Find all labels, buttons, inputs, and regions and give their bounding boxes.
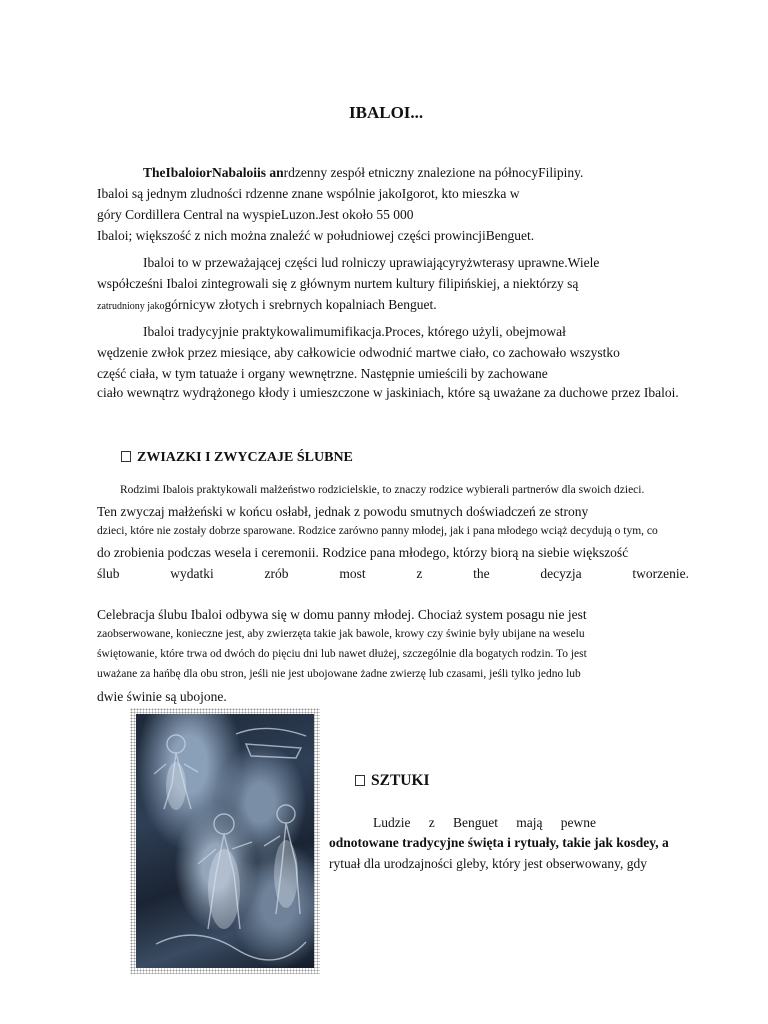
marriage-line-5 (97, 566, 689, 582)
word: wydatki (170, 566, 214, 581)
para3-line-4: ciało wewnątrz wydrążonego kłody i umieszczone w jaskiniach, które są uważane za duchowe przez Ibaloi. (97, 385, 679, 400)
word: tworzenie. (632, 566, 689, 581)
intro-line-4: Ibaloi; większość z nich można znaleźć w południowej części prowincjiBenguet. (97, 228, 535, 243)
intro-line-1: TheIbaloiorNabaloiis anrdzenny zespół etniczny znalezione na północyFilipiny. (143, 165, 584, 180)
para3-line-3: część ciała, w tym tatuaże i organy wewnętrzne. Następnie umieścili by zachowane (97, 366, 548, 381)
word: z (416, 566, 423, 581)
word: most (339, 566, 366, 581)
page-title: IBALOI... (349, 103, 424, 122)
word: ślub (97, 566, 120, 581)
para2-line-3: zatrudniony jakogórnicyw złotych i srebrnych kopalniach Benguet. (97, 297, 437, 312)
arts-line-3: rytuał dla urodzajności gleby, który jest obserwowany, gdy (329, 856, 648, 871)
wedding-line-2: zaobserwowane, konieczne jest, aby zwierzęta takie jak bawole, krowy czy świnie były ubijane na weselu (97, 628, 585, 640)
bullet-box-icon (355, 775, 365, 786)
marriage-heading: ZWIAZKI I ZWYCZAJE ŚLUBNE (121, 450, 353, 466)
arts-heading: SZTUKI (355, 772, 430, 790)
word: z (428, 815, 435, 830)
marriage-line-1: Rodzimi Ibalois praktykowali małżeństwo rodzicielskie, to znaczy rodzice wybierali partnerów dla swoich dzieci. (120, 484, 645, 496)
word: pewne (560, 815, 596, 830)
word: the (473, 566, 490, 581)
intro-line-2: Ibaloi są jednym zludności rdzenne znane wspólnie jakoIgorot, kto mieszka w (97, 186, 520, 201)
arts-line-2: odnotowane tradycyjne święta i rytuały, takie jak kosdey, a (329, 835, 669, 850)
marriage-line-2: Ten zwyczaj małżeński w końcu osłabł, jednak z powodu smutnych doświadczeń ze strony (97, 504, 589, 519)
wedding-line-3: świętowanie, które trwa od dwóch do pięciu dni lub nawet dłużej, szczególnie dla bogatych rodzin. To jest (97, 648, 587, 660)
word: Benguet (452, 815, 498, 830)
para3-line-2: wędzenie zwłok przez miesiące, aby całkowicie odwodnić martwe ciało, co zachowało wszystko (97, 345, 620, 360)
marriage-line-4: do zrobienia podczas wesela i ceremonii. Rodzice pana młodego, którzy biorą na siebie większość (97, 545, 629, 560)
carving-figures-icon (136, 714, 314, 968)
ibaloi-carving-image (130, 708, 320, 974)
word: decyzja (540, 566, 582, 581)
word: mają (516, 815, 543, 830)
arts-line-1 (373, 815, 596, 831)
wedding-line-5: dwie świnie są ubojone. (97, 689, 227, 704)
word: Ludzie (373, 815, 411, 830)
marriage-line-3: dzieci, które nie zostały dobrze sparowane. Rodzice zarówno panny młodej, jak i pana młodego wciąż decydują o tym, co (97, 525, 658, 537)
word: zrób (264, 566, 289, 581)
wedding-line-4: uważane za hańbę dla obu stron, jeśli nie jest ubojowane żadne zwierzę lub czasami, jeśli tylko jedno lub (97, 668, 581, 680)
wedding-line-1: Celebracja ślubu Ibaloi odbywa się w domu panny młodej. Chociaż system posagu nie jest (97, 607, 587, 622)
para2-line-1: Ibaloi to w przeważającej części lud rolniczy uprawiającyryżwterasy uprawne.Wiele (143, 255, 600, 270)
para3-line-1: Ibaloi tradycyjnie praktykowalimumifikacja.Proces, którego użyli, obejmował (143, 324, 566, 339)
para2-line-2: współcześni Ibaloi zintegrowali się z głównym nurtem kultury filipińskiej, a niektórzy są (97, 276, 579, 291)
intro-line-3: góry Cordillera Central na wyspieLuzon.Jest około 55 000 (97, 207, 414, 222)
bullet-box-icon (121, 451, 131, 462)
